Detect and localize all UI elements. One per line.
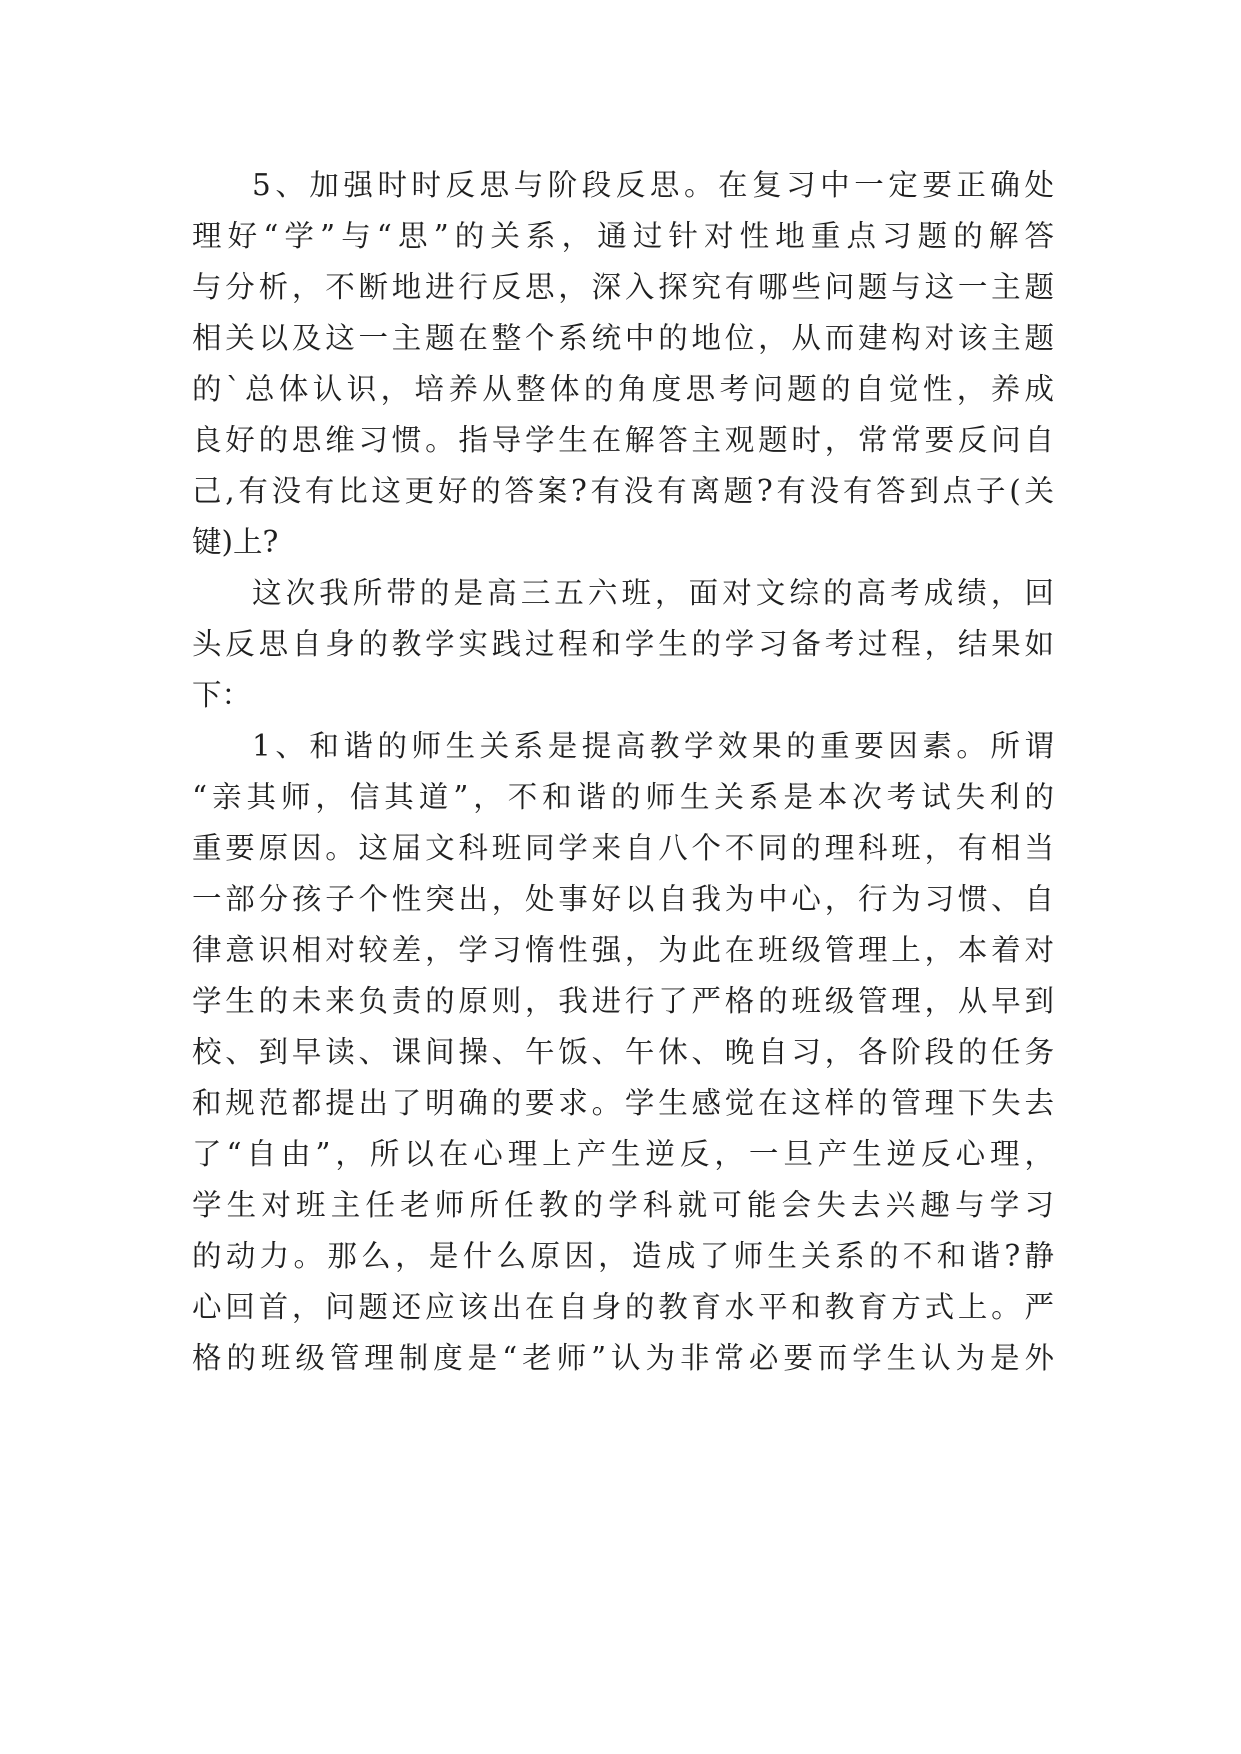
text-line: 己,有没有比这更好的答案?有没有离题?有没有答到点子(关 — [192, 474, 1054, 508]
text-line: 的动力。那么，是什么原因，造成了师生关系的不和谐?静 — [192, 1239, 1054, 1273]
document-page — [192, 160, 1054, 1384]
text-line: 相关以及这一主题在整个系统中的地位，从而建构对该主题 — [192, 321, 1054, 355]
paragraph-teacher-student-relation — [192, 721, 1054, 1384]
text-line: 1、和谐的师生关系是提高教学效果的重要因素。所谓 — [252, 729, 1054, 763]
text-line: 头反思自身的教学实践过程和学生的学习备考过程，结果如 — [192, 627, 1054, 661]
text-line: 一部分孩子个性突出，处事好以自我为中心，行为习惯、自 — [192, 882, 1054, 916]
text-line: 良好的思维习惯。指导学生在解答主观题时，常常要反问自 — [192, 423, 1054, 457]
text-line: 键)上? — [192, 525, 279, 559]
text-line: 格的班级管理制度是“老师”认为非常必要而学生认为是外 — [192, 1341, 1054, 1375]
text-line: 的`总体认识，培养从整体的角度思考问题的自觉性，养成 — [192, 372, 1054, 406]
paragraph-reflection — [192, 160, 1054, 568]
text-line: 学生对班主任老师所任教的学科就可能会失去兴趣与学习 — [192, 1188, 1054, 1222]
text-line: 和规范都提出了明确的要求。学生感觉在这样的管理下失去 — [192, 1086, 1054, 1120]
text-line: 校、到早读、课间操、午饭、午休、晚自习，各阶段的任务 — [192, 1035, 1054, 1069]
text-line: 与分析，不断地进行反思，深入探究有哪些问题与这一主题 — [192, 270, 1054, 304]
text-line: 理好“学”与“思”的关系，通过针对性地重点习题的解答 — [192, 219, 1054, 253]
text-line: “亲其师，信其道”，不和谐的师生关系是本次考试失利的 — [192, 780, 1054, 814]
text-line: 心回首，问题还应该出在自身的教育水平和教育方式上。严 — [192, 1290, 1054, 1324]
text-line: 重要原因。这届文科班同学来自八个不同的理科班，有相当 — [192, 831, 1054, 865]
paragraph-class-intro — [192, 568, 1054, 721]
text-line: 这次我所带的是高三五六班，面对文综的高考成绩，回 — [252, 576, 1054, 610]
text-line: 了“自由”，所以在心理上产生逆反，一旦产生逆反心理， — [192, 1137, 1054, 1171]
text-line: 学生的未来负责的原则，我进行了严格的班级管理，从早到 — [192, 984, 1054, 1018]
text-line: 下： — [192, 678, 252, 712]
text-line: 律意识相对较差，学习惰性强，为此在班级管理上，本着对 — [192, 933, 1054, 967]
text-line: 5、加强时时反思与阶段反思。在复习中一定要正确处 — [252, 168, 1054, 202]
